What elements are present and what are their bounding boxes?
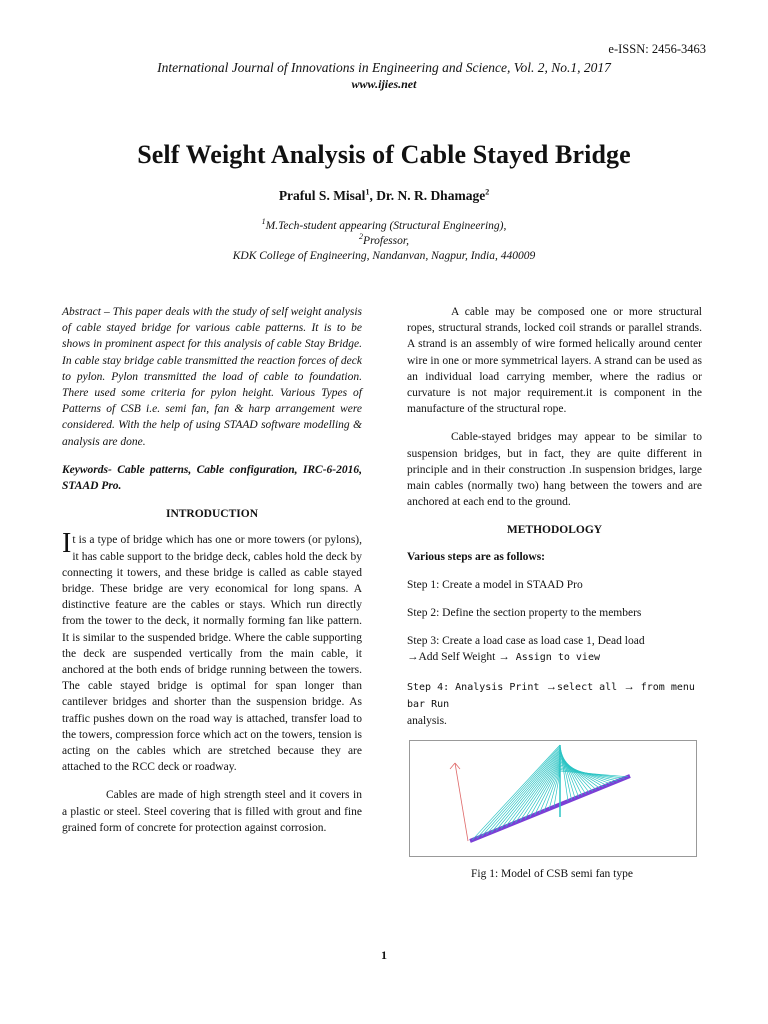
introduction-para-2: Cables are made of high strength steel and it covers in a plastic or steel. Steel covering that is filled with grout and fine grained form of concrete for protection against corrosion. bbox=[62, 789, 362, 834]
journal-website: www.ijies.net bbox=[351, 77, 417, 91]
affil-line-3: KDK College of Engineering, Nandanvan, Nagpur, India, 440009 bbox=[232, 250, 536, 262]
cable bbox=[472, 745, 560, 840]
intro-para-1-text: t is a type of bridge which has one or more towers (or pylons), it has cable support to the bridge deck, cables hold the deck by connecting it towers, and these bridge is called as cable stayed bridge. These bridge are very economical for long spans. A distinctive feature are the cables or stays. Which run directly from the tower to the deck, it normally forming fan like pattern. It is similar to the suspended bridge. Where the cable supporting the deck are suspended vertically from the main cable, it anchored at the both ends of bridge running between the towers. The cable stayed bridge is optimal for span longer than cantilever bridges and shorter than the suspension bridge. As traffic pushes down on the road way is attached, transfer load to the towers, compression force which act on the towers, tension is acting on the cables which are stretched because they are attached to the RCC deck or roadway. bbox=[62, 534, 362, 774]
cable bbox=[477, 747, 560, 839]
drop-cap: I bbox=[62, 528, 72, 560]
issn-label: e-ISSN: 2456-3463 bbox=[608, 42, 706, 56]
right-column bbox=[407, 304, 702, 729]
step-4-menu: from menu bar Run bbox=[407, 681, 695, 710]
affil-line-2 bbox=[60, 234, 708, 249]
step-3-add: Add Self Weight bbox=[418, 651, 499, 664]
step-3-text: Step 3: Create a load case as load case 1, Dead load bbox=[407, 635, 645, 648]
step-4-text: Step 4: Analysis Print bbox=[407, 681, 546, 693]
author-2: Dr. N. R. Dhamage bbox=[376, 188, 486, 203]
axis-line bbox=[455, 763, 468, 841]
authors bbox=[40, 188, 728, 204]
step-1: Step 1: Create a model in STAAD Pro bbox=[407, 578, 583, 591]
arrow-icon: → bbox=[407, 651, 419, 664]
methodology-heading: METHODOLOGY bbox=[506, 524, 603, 537]
page-number: 1 bbox=[381, 948, 387, 962]
author-2-sup: 2 bbox=[485, 187, 490, 197]
affiliations bbox=[60, 219, 708, 264]
affil-text-2: Professor, bbox=[363, 235, 409, 247]
arrow-icon: → bbox=[623, 680, 635, 693]
methodology-subheading: Various steps are as follows: bbox=[407, 550, 546, 563]
arrow-icon: → bbox=[498, 651, 510, 664]
arrow-icon: → bbox=[545, 680, 557, 693]
axis-line bbox=[450, 763, 455, 769]
figure-1 bbox=[409, 740, 697, 857]
affil-text-1: M.Tech-student appearing (Structural Engineering), bbox=[265, 220, 507, 232]
introduction-heading: INTRODUCTION bbox=[165, 508, 258, 521]
step-4 bbox=[407, 679, 702, 730]
author-1: Praful S. Misal bbox=[278, 188, 366, 203]
author-1-sup: 1 bbox=[365, 187, 370, 197]
step-3 bbox=[407, 633, 702, 666]
step-4-end: analysis. bbox=[407, 715, 447, 728]
left-column bbox=[62, 304, 362, 836]
affil-line-1 bbox=[60, 219, 708, 234]
step-2: Step 2: Define the section property to the members bbox=[407, 607, 642, 620]
affil-sup-1: 1 bbox=[261, 217, 266, 227]
bridge-deck bbox=[470, 776, 630, 841]
cable bbox=[560, 762, 607, 786]
paper-title: Self Weight Analysis of Cable Stayed Bridge bbox=[137, 140, 631, 169]
bridge-model-image bbox=[410, 741, 696, 856]
journal-name: International Journal of Innovations in Engineering and Science, Vol. 2, No.1, 2017 bbox=[157, 60, 611, 75]
author-sep: , bbox=[369, 188, 377, 203]
abstract: Abstract – This paper deals with the study of self weight analysis of cable stayed bridge for various cable patterns. It is to be shows in prominent aspect for this analysis of cable Stay Bridge. In cable stay bridge cable transmitted the reaction forces of deck to pylon. Pylon transmitted the load of cable to foundation. There used some criteria for pylon height. Various Types of Patterns of CSB i.e. semi fan, fan & harp arrangement were considered. With the help of using STAAD software modelling & analysis are done. bbox=[62, 306, 362, 448]
introduction-para-1 bbox=[62, 528, 362, 775]
cable-para: A cable may be composed one or more structural ropes, structural strands, locked coil strands or parallel strands. A strand is an assembly of wire formed helically around center wire in one or more symmetrical layers. A strand can be used as an individual load carrying member, where the radius or curvature is not major requirement.it is component in the manufacture of the structural rope. bbox=[407, 306, 702, 416]
figure-caption: Fig 1: Model of CSB semi fan type bbox=[471, 868, 633, 880]
affil-sup-2: 2 bbox=[359, 232, 364, 242]
step-3-assign: Assign to view bbox=[509, 652, 600, 664]
keywords: Keywords- Cable patterns, Cable configuration, IRC-6-2016, STAAD Pro. bbox=[62, 463, 362, 493]
steps-list bbox=[407, 577, 702, 729]
step-4-select: select all bbox=[556, 681, 624, 693]
cable bbox=[560, 765, 614, 783]
cable-stayed-para: Cable-stayed bridges may appear to be similar to suspension bridges, but in fact, they are quite different in principle and in their construction .In suspension bridges, large main cables (normally two) hang between the towers and are anchored at each end to the ground. bbox=[407, 431, 702, 509]
